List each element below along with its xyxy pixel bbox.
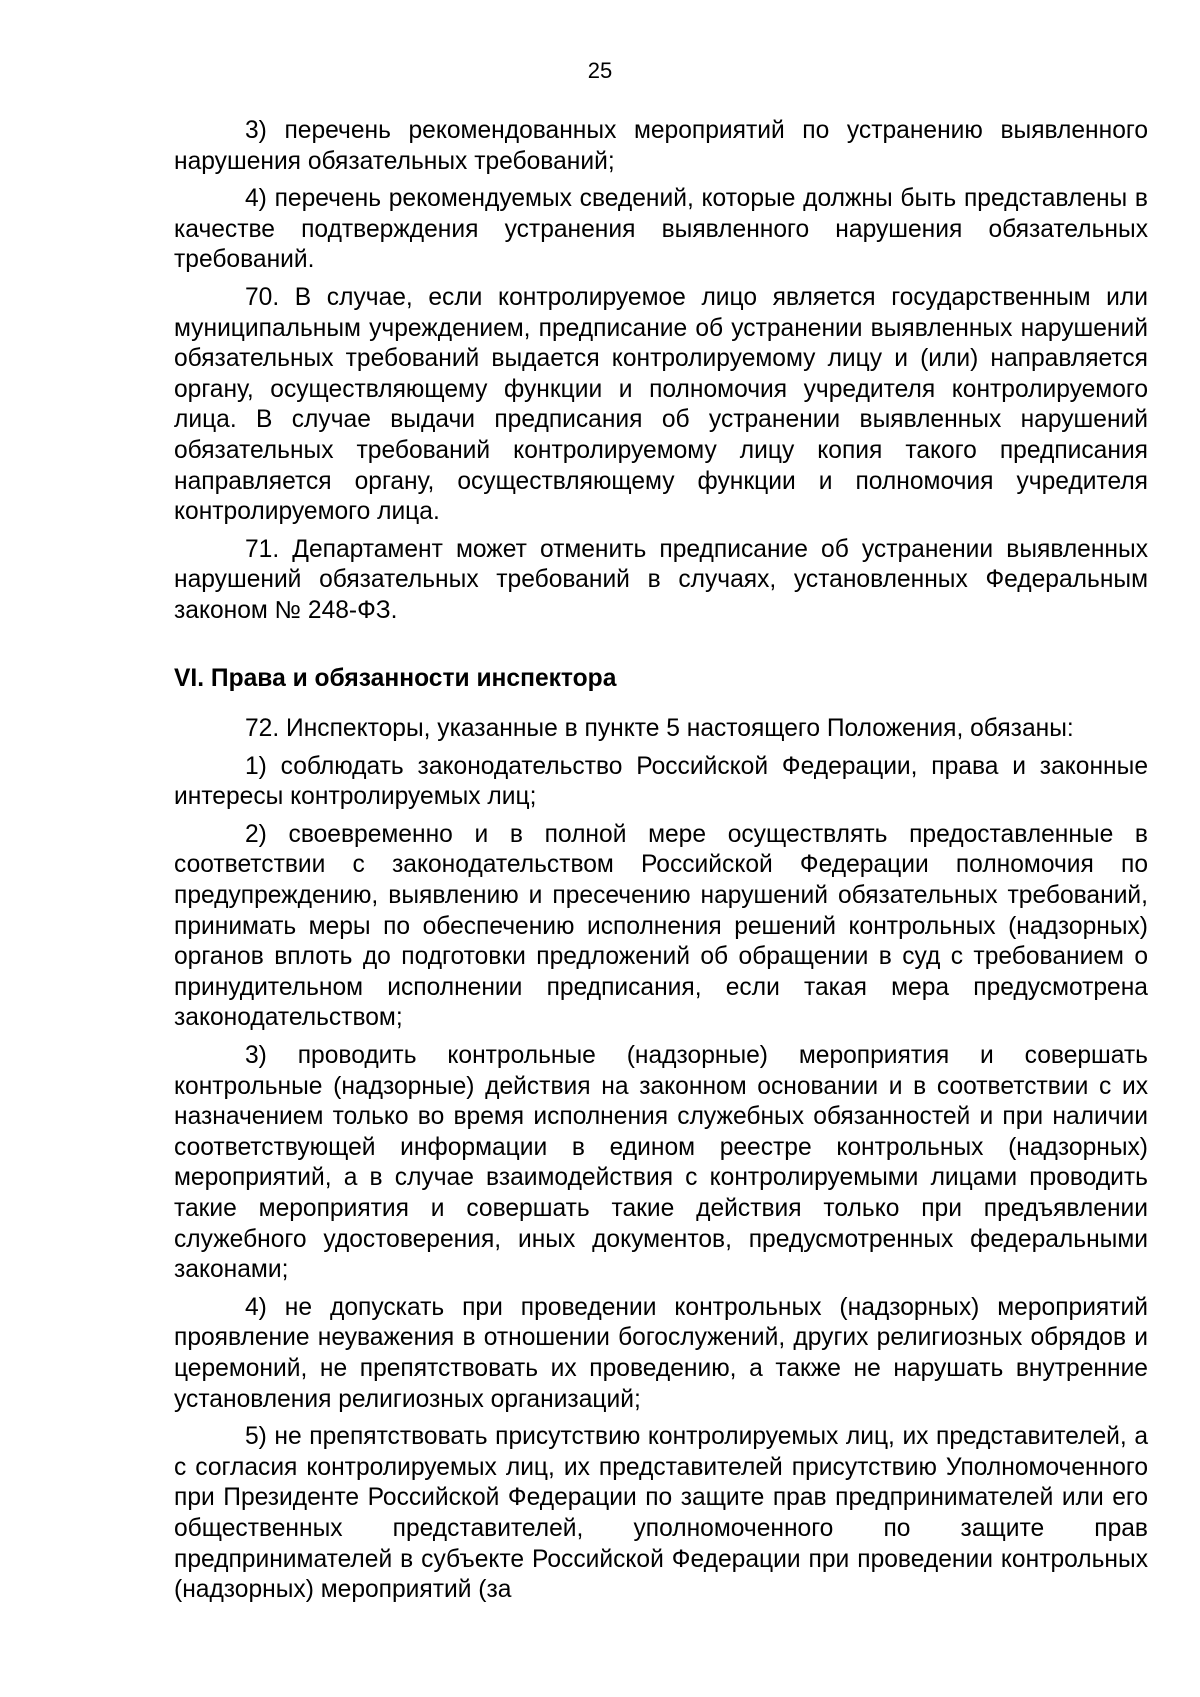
paragraph-duty-4: 4) не допускать при проведении контрольных (надзорных) мероприятий проявление неуважения в отношении богослужений, других религиозных обрядов и церемоний, не препятствовать их проведению, а также не нарушать внутренние установления религиозных организаций; bbox=[174, 1293, 1148, 1413]
paragraph-item-4-information: 4) перечень рекомендуемых сведений, которые должны быть представлены в качестве подтверждения устранения выявленного нарушения обязательных требований. bbox=[174, 185, 1148, 274]
paragraph-item-3-measures: 3) перечень рекомендованных мероприятий по устранению выявленного нарушения обязательных требований; bbox=[174, 117, 1148, 175]
page-number: 25 bbox=[587, 58, 613, 83]
paragraph-duty-5: 5) не препятствовать присутствию контролируемых лиц, их представителей, а с согласия контролируемых лиц, их представителей присутствию Уполномоченного при Президенте Российской Федерации по защите прав предпринимателей или его общественных представителей, уполномоченного по защите прав предпринимателей в субъекте Российской Федерации при проведении контрольных (надзорных) мероприятий (за bbox=[174, 1423, 1148, 1604]
document-body bbox=[174, 116, 1148, 1613]
paragraph-duty-3: 3) проводить контрольные (надзорные) мероприятия и совершать контрольные (надзорные) действия на законном основании и в соответствии с их назначением только во время исполнения служебных обязанностей и при наличии соответствующей информации в едином реестре контрольных (надзорных) мероприятий, а в случае взаимодействия с контролируемыми лицами проводить такие мероприятия и совершать такие действия только при предъявлении служебного удостоверения, иных документов, предусмотренных федеральными законами; bbox=[174, 1042, 1148, 1284]
paragraph-clause-72: 72. Инспекторы, указанные в пункте 5 настоящего Положения, обязаны: bbox=[245, 715, 1074, 743]
paragraph-duty-2: 2) своевременно и в полной мере осуществлять предоставленные в соответствии с законодательством Российской Федерации полномочия по предупреждению, выявлению и пресечению нарушений обязательных требований, принимать меры по обеспечению исполнения решений контрольных (надзорных) органов вплоть до подготовки предложений об обращении в суд с требованием о принудительном исполнении предписания, если такая мера предусмотрена законодательством; bbox=[174, 820, 1148, 1032]
paragraph-duty-1: 1) соблюдать законодательство Российской Федерации, права и законные интересы контролируемых лиц; bbox=[174, 752, 1148, 811]
paragraph-clause-70: 70. В случае, если контролируемое лицо является государственным или муниципальным учреждением, предписание об устранении выявленных нарушений обязательных требований выдается контролируемому лицу и (или) направляется органу, осуществляющему функции и полномочия учредителя контролируемого лица. В случае выдачи предписания об устранении выявленных нарушений обязательных требований контролируемому лицу копия такого предписания направляется органу, осуществляющему функции и полномочия учредителя контролируемого лица. bbox=[174, 283, 1148, 526]
section-title: VI. Права и обязанности инспектора bbox=[174, 664, 617, 692]
paragraph-clause-71: 71. Департамент может отменить предписание об устранении выявленных нарушений обязательных требований в случаях, установленных Федеральным законом № 248-ФЗ. bbox=[174, 535, 1148, 624]
